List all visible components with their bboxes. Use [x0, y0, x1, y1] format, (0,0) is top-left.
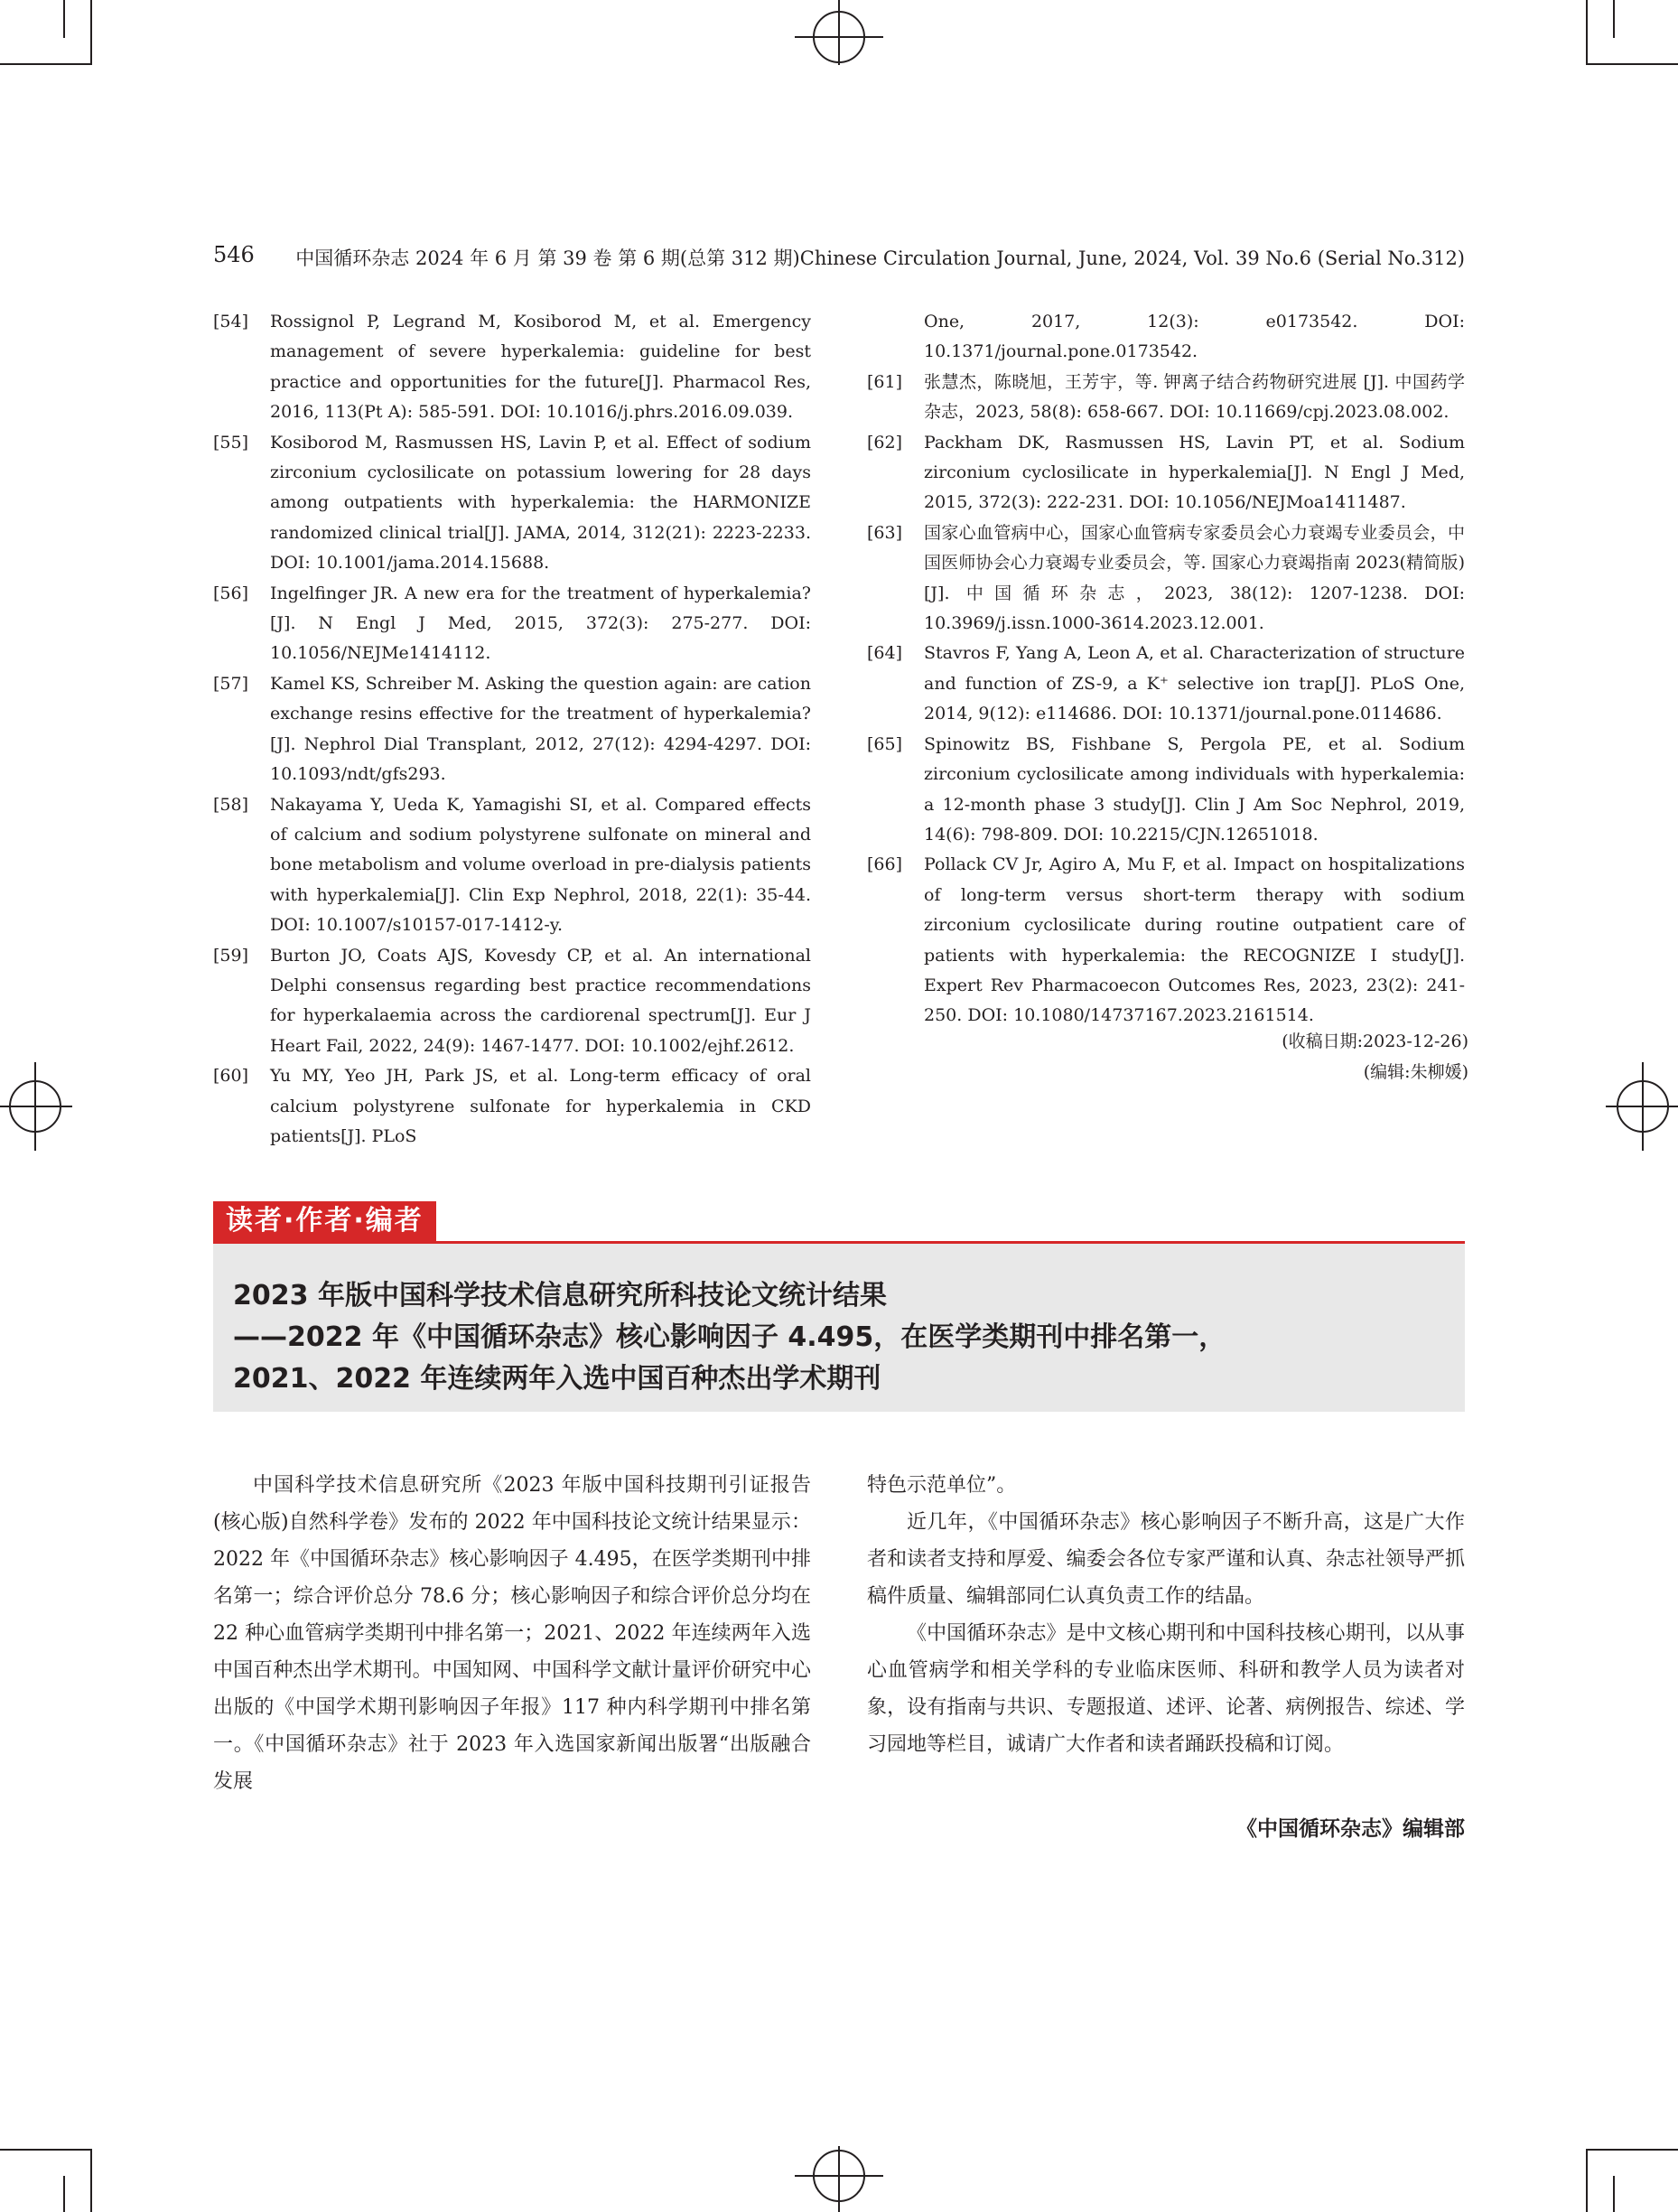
reference-number: [66] — [867, 854, 903, 875]
reference-item — [213, 428, 811, 579]
reference-text: Ingelfinger JR. A new era for the treatment of hyperkalemia?[J]. N Engl J Med, 2015, 372(3): 275-277. DOI: 10.1056/NEJMe1414112. — [270, 583, 811, 664]
notice-paragraph-1: 中国科学技术信息研究所《2023 年版中国科技期刊引证报告(核心版)自然科学卷》发布的 2022 年中国科技论文统计结果显示：2022 年《中国循环杂志》核心影响因子 4.495，在医学类期刊中排名第一；综合评价总分 78.6 分；核心影响因子和综合评价总分均在 22 种心血管病学类期刊中排名第一；2021、2022 年连续两年入选中国百种杰出学术期刊。中国知网、中国科学文献计量评价研究中心出版的《中国学术期刊影响因子年报》117 种内科学期刊中排名第一。《中国循环杂志》社于 2023 年入选国家新闻出版署“出版融合发展 — [213, 1474, 811, 1793]
reference-text: 张慧杰，陈晓旭，王芳宇，等. 钾离子结合药物研究进展 [J]. 中国药学杂志，2023, 58(8): 658-667. DOI: 10.11669/cpj.2023.08.002. — [924, 371, 1465, 423]
reference-item — [867, 850, 1465, 1031]
reference-text: Yu MY, Yeo JH, Park JS, et al. Long-term efficacy of oral calcium polystyrene sulfonate for hyperkalemia in CKD patients[J]. PLoS — [270, 1066, 811, 1146]
reference-item — [213, 307, 811, 428]
reference-number: [62] — [867, 432, 903, 453]
reference-number: [54] — [213, 312, 249, 331]
notice-paragraph-3: 《中国循环杂志》是中文核心期刊和中国科技核心期刊，以从事心血管病学和相关学科的专业临床医师、科研和教学人员为读者对象，设有指南与共识、专题报道、述评、论著、病例报告、综述、学习园地等栏目，诚请广大作者和读者踊跃投稿和订阅。 — [867, 1622, 1465, 1756]
reference-item — [867, 428, 1465, 518]
notice-body-left — [213, 1467, 811, 1800]
reference-item — [213, 669, 811, 790]
notice-title-line-2: ——2022 年《中国循环杂志》核心影响因子 4.495，在医学类期刊中排名第一， — [233, 1321, 1226, 1353]
reference-number: [55] — [213, 432, 249, 453]
reference-item — [867, 518, 1465, 639]
reference-item — [867, 368, 1465, 428]
notice-title-box — [213, 1244, 1465, 1412]
reference-item — [213, 790, 811, 941]
reference-list-left — [213, 307, 811, 1152]
reference-text: Rossignol P, Legrand M, Kosiborod M, et al. Emergency management of severe hyperkalemia: guideline for best practice and opportunities for the future[J]. Pharmacol Res, 2016, 113(Pt A): 585-591. DOI: 10.1016/j.phrs.2016.09.039. — [270, 312, 811, 423]
reference-text: Packham DK, Rasmussen HS, Lavin PT, et al. Sodium zirconium cyclosilicate in hyperkalemia[J]. N Engl J Med, 2015, 372(3): 222-231. DOI: 10.1056/NEJMoa1411487. — [924, 432, 1465, 513]
notice-title-line-1: 2023 年版中国科学技术信息研究所科技论文统计结果 — [233, 1280, 887, 1311]
reference-number: [58] — [213, 794, 249, 815]
section-label: 读者·作者·编者 — [213, 1201, 436, 1241]
reference-item — [867, 639, 1465, 729]
notice-signature: 《中国循环杂志》编辑部 — [1236, 1817, 1465, 1841]
notice-paragraph-continued: 特色示范单位”。 — [867, 1474, 1017, 1497]
reference-text: Kamel KS, Schreiber M. Asking the question again: are cation exchange resins effective for the treatment of hyperkalemia?[J]. Nephrol Dial Transplant, 2012, 27(12): 4294-4297. DOI: 10.1093/ndt/gfs293. — [270, 673, 811, 785]
notice-title-line-3: 2021、2022 年连续两年入选中国百种杰出学术期刊 — [233, 1363, 881, 1395]
reference-text: Spinowitz BS, Fishbane S, Pergola PE, et al. Sodium zirconium cyclosilicate among individuals with hyperkalemia: a 12-month phase 3 study[J]. Clin J Am Soc Nephrol, 2019, 14(6): 798-809. DOI: 10.2215/CJN.12651018. — [924, 733, 1465, 845]
reference-text: One, 2017, 12(3): e0173542. DOI: 10.1371/journal.pone.0173542. — [924, 312, 1465, 362]
received-date: (收稿日期:2023-12-26) — [1282, 1031, 1468, 1051]
reference-text: 国家心血管病中心，国家心血管病专家委员会心力衰竭专业委员会，中国医师协会心力衰竭专业委员会，等. 国家心力衰竭指南 2023(精简版)[J]. 中国循环杂志，2023, 38(12): 1207-1238. DOI: 10.3969/j.issn.1000-3614.2023.12.001. — [924, 522, 1465, 634]
reference-number: [61] — [867, 371, 903, 392]
reference-item — [213, 579, 811, 669]
page-number: 546 — [213, 242, 255, 267]
reference-text: Burton JO, Coats AJS, Kovesdy CP, et al. An international Delphi consensus regarding best practice recommendations for hyperkalaemia across the cardiorenal spectrum[J]. Eur J Heart Fail, 2022, 24(9): 1467-1477. DOI: 10.1002/ejhf.2612. — [270, 945, 811, 1056]
reference-item — [213, 941, 811, 1062]
reference-list-right — [867, 307, 1465, 1031]
reference-text: Kosiborod M, Rasmussen HS, Lavin P, et al. Effect of sodium zirconium cyclosilicate on potassium lowering for 28 days among outpatients with hyperkalemia: the HARMONIZE randomized clinical trial[J]. JAMA, 2014, 312(21): 2223-2233. DOI: 10.1001/jama.2014.15688. — [270, 432, 811, 574]
notice-paragraph-2: 近几年，《中国循环杂志》核心影响因子不断升高，这是广大作者和读者支持和厚爱、编委会各位专家严谨和认真、杂志社领导严抓稿件质量、编辑部同仁认真负责工作的结晶。 — [867, 1511, 1465, 1608]
notice-body-right — [867, 1467, 1465, 1763]
reference-item — [213, 1061, 811, 1152]
reference-number: [64] — [867, 643, 903, 664]
reference-number: [59] — [213, 945, 249, 966]
reference-number: [65] — [867, 733, 903, 754]
reference-number: [63] — [867, 522, 903, 543]
editor-credit: (编辑:朱柳媛) — [1363, 1062, 1468, 1082]
reference-text: Nakayama Y, Ueda K, Yamagishi SI, et al. Compared effects of calcium and sodium polystyrene sulfonate on mineral and bone metabolism and volume overload in pre-dialysis patients with hyperkalemia[J]. Clin Exp Nephrol, 2018, 22(1): 35-44. DOI: 10.1007/s10157-017-1412-y. — [270, 794, 811, 936]
reference-number: [57] — [213, 673, 249, 694]
running-head: 中国循环杂志 2024 年 6 月 第 39 卷 第 6 期(总第 312 期)Chinese Circulation Journal, June, 2024, Vol. 39 No.6 (Serial No.312) — [295, 247, 1465, 269]
reference-number — [867, 307, 924, 368]
reference-item — [867, 307, 1465, 368]
reference-number: [60] — [213, 1066, 249, 1087]
reference-item — [867, 730, 1465, 851]
reference-text: Stavros F, Yang A, Leon A, et al. Characterization of structure and function of ZS-9, a K⁺ selective ion trap[J]. PLoS One, 2014, 9(12): e114686. DOI: 10.1371/journal.pone.0114686. — [924, 643, 1465, 724]
reference-text: Pollack CV Jr, Agiro A, Mu F, et al. Impact on hospitalizations of long-term versus short-term therapy with sodium zirconium cyclosilicate during routine outpatient care of patients with hyperkalemia: the RECOGNIZE I study[J]. Expert Rev Pharmacoecon Outcomes Res, 2023, 23(2): 241-250. DOI: 10.1080/14737167.2023.2161514. — [924, 854, 1465, 1026]
reference-number: [56] — [213, 583, 249, 603]
